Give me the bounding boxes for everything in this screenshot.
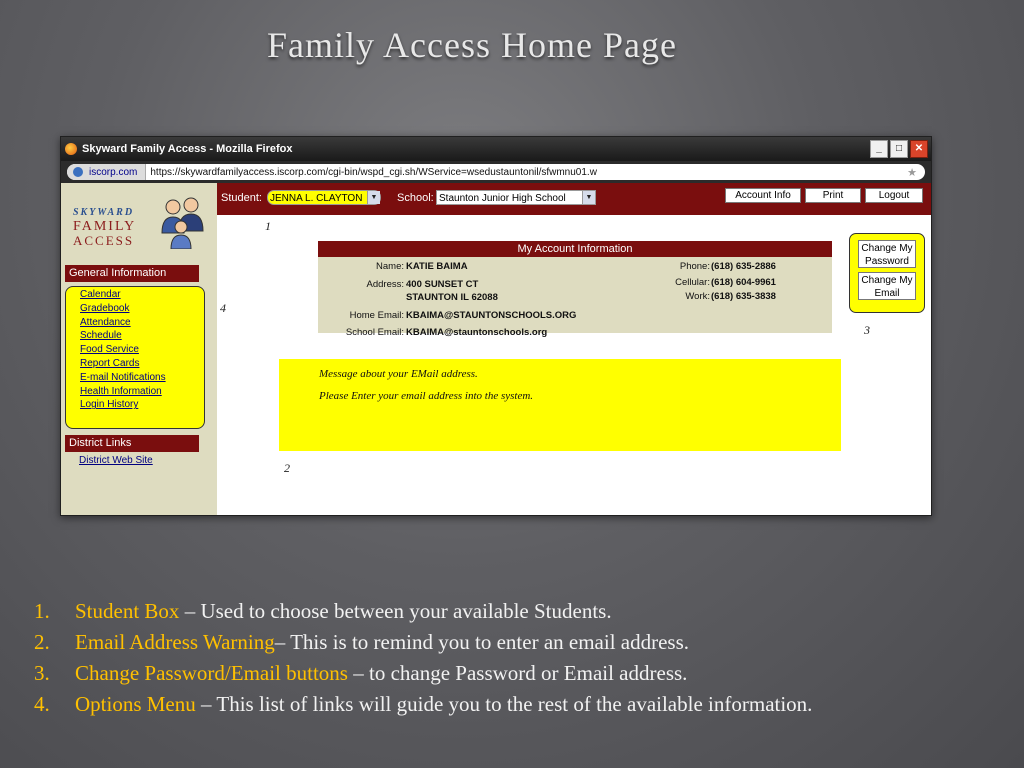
- top-toolbar: [217, 183, 931, 215]
- home-email-value: KBAIMA@STAUNTONSCHOOLS.ORG: [406, 310, 577, 321]
- marker-3: 3: [864, 323, 870, 337]
- minimize-button[interactable]: _: [870, 140, 888, 158]
- change-email-button[interactable]: Change My Email: [858, 272, 916, 300]
- sidebar-item: [80, 329, 166, 343]
- account-info-button[interactable]: Account Info: [725, 188, 801, 203]
- legend-item: [34, 689, 934, 720]
- legend-number: 4.: [34, 692, 50, 716]
- warning-line2: Please Enter your email address into the system.: [319, 390, 534, 402]
- legend-term: Change Password/Email buttons: [75, 661, 348, 685]
- legend-term: Email Address Warning: [75, 630, 275, 654]
- legend-description: – This is to remind you to enter an email address.: [274, 630, 690, 654]
- district-web-site-link[interactable]: District Web Site: [79, 455, 153, 466]
- legend-item: [34, 627, 934, 658]
- sidebar-item: [80, 357, 166, 371]
- sidebar-item: [80, 343, 166, 357]
- sidebar-item: [80, 288, 166, 302]
- window-title: Skyward Family Access - Mozilla Firefox: [82, 143, 293, 155]
- firefox-icon: [65, 143, 77, 155]
- address-line2: STAUNTON IL 62088: [406, 292, 498, 303]
- name-label: Name:: [376, 261, 404, 272]
- chevron-down-icon: ▼: [582, 191, 595, 204]
- family-icon: [159, 193, 205, 249]
- legend-description: – This list of links will guide you to the rest of the available information.: [195, 692, 813, 716]
- logo-line3: ACCESS: [73, 233, 135, 248]
- phone-label: Phone:: [679, 261, 710, 272]
- name-value: KATIE BAIMA: [406, 261, 468, 272]
- sidebar-item-link[interactable]: Gradebook: [80, 302, 130, 314]
- general-information-header: General Information: [65, 265, 199, 282]
- sidebar-item: [80, 398, 166, 412]
- sidebar-item: [80, 371, 166, 385]
- logout-button[interactable]: Logout: [865, 188, 923, 203]
- marker-1: 1: [265, 219, 271, 233]
- sidebar-item-link[interactable]: Login History: [80, 399, 139, 411]
- url-text[interactable]: https://skywardfamilyaccess.iscorp.com/cgi-bin/wspd_cgi.sh/WService=wsedustauntonil/sfwmnu01.w: [150, 166, 597, 178]
- maximize-button[interactable]: □: [890, 140, 908, 158]
- school-email-label: School Email:: [345, 327, 404, 338]
- cellular-value: (618) 604-9961: [711, 277, 776, 288]
- email-address-warning: [279, 359, 841, 451]
- address-line1: 400 SUNSET CT: [406, 279, 479, 290]
- change-password-button[interactable]: Change My Password: [858, 240, 916, 268]
- marker-2: 2: [284, 461, 290, 475]
- district-links-header: District Links: [65, 435, 199, 452]
- sidebar-item-link[interactable]: Food Service: [80, 344, 139, 356]
- browser-window: [60, 136, 932, 516]
- legend-item: [34, 658, 934, 689]
- sidebar-item-link[interactable]: Calendar: [80, 289, 121, 300]
- sidebar: [61, 183, 217, 515]
- bookmark-star-icon[interactable]: ★: [907, 166, 917, 179]
- change-credentials-box: [849, 233, 925, 313]
- sidebar-item-link[interactable]: Health Information: [80, 385, 162, 397]
- address-bar[interactable]: [67, 164, 925, 180]
- sidebar-item-link[interactable]: Report Cards: [80, 357, 140, 369]
- sidebar-item-link[interactable]: Attendance: [80, 316, 131, 328]
- address-label: Address:: [366, 279, 404, 290]
- chevron-down-icon: ▼: [367, 191, 380, 204]
- logo-line2: FAMILY: [73, 219, 137, 234]
- close-button[interactable]: ✕: [910, 140, 928, 158]
- slide-title: Family Access Home Page: [267, 25, 677, 65]
- school-select[interactable]: [436, 190, 596, 205]
- legend-item: [34, 596, 934, 627]
- logo-line1: SKYWARD: [73, 207, 135, 218]
- navigation-bar: [61, 161, 931, 183]
- marker-4: 4: [220, 301, 226, 315]
- legend-description: – Used to choose between your available Students.: [179, 599, 612, 623]
- account-information-header: My Account Information: [318, 241, 832, 257]
- browser-titlebar: [61, 137, 931, 161]
- cellular-label: Cellular:: [675, 277, 710, 288]
- legend-number: 3.: [34, 661, 50, 685]
- school-email-value: KBAIMA@stauntonschools.org: [406, 327, 548, 338]
- legend-number: 2.: [34, 630, 50, 654]
- sidebar-item-link[interactable]: Schedule: [80, 330, 122, 342]
- sidebar-item-link[interactable]: E-mail Notifications: [80, 371, 166, 383]
- skyward-logo: [71, 193, 206, 255]
- sidebar-item: [80, 302, 166, 316]
- site-identity-label: iscorp.com: [89, 166, 138, 178]
- page-content: [61, 183, 931, 515]
- student-select[interactable]: [267, 190, 381, 205]
- phone-value: (618) 635-2886: [711, 261, 776, 272]
- school-select-value: Staunton Junior High School: [439, 193, 566, 204]
- student-label: Student:: [221, 192, 262, 204]
- sidebar-item: [80, 385, 166, 399]
- print-button[interactable]: Print: [805, 188, 861, 203]
- school-label: School:: [397, 192, 434, 204]
- account-information-panel: [318, 241, 832, 338]
- legend-description: – to change Password or Email address.: [347, 661, 688, 685]
- work-label: Work:: [685, 291, 710, 302]
- warning-line1: Message about your EMail address.: [319, 368, 478, 380]
- work-value: (618) 635-3838: [711, 291, 776, 302]
- legend-term: Options Menu: [75, 692, 196, 716]
- home-email-label: Home Email:: [349, 310, 404, 321]
- site-identity-button[interactable]: [67, 164, 146, 180]
- globe-icon: [73, 167, 83, 177]
- sidebar-item: [80, 316, 166, 330]
- legend-number: 1.: [34, 599, 50, 623]
- options-menu: [65, 286, 205, 429]
- legend-list: [34, 596, 934, 720]
- legend-term: Student Box: [75, 599, 180, 623]
- student-select-value: JENNA L. CLAYTON: [270, 193, 363, 204]
